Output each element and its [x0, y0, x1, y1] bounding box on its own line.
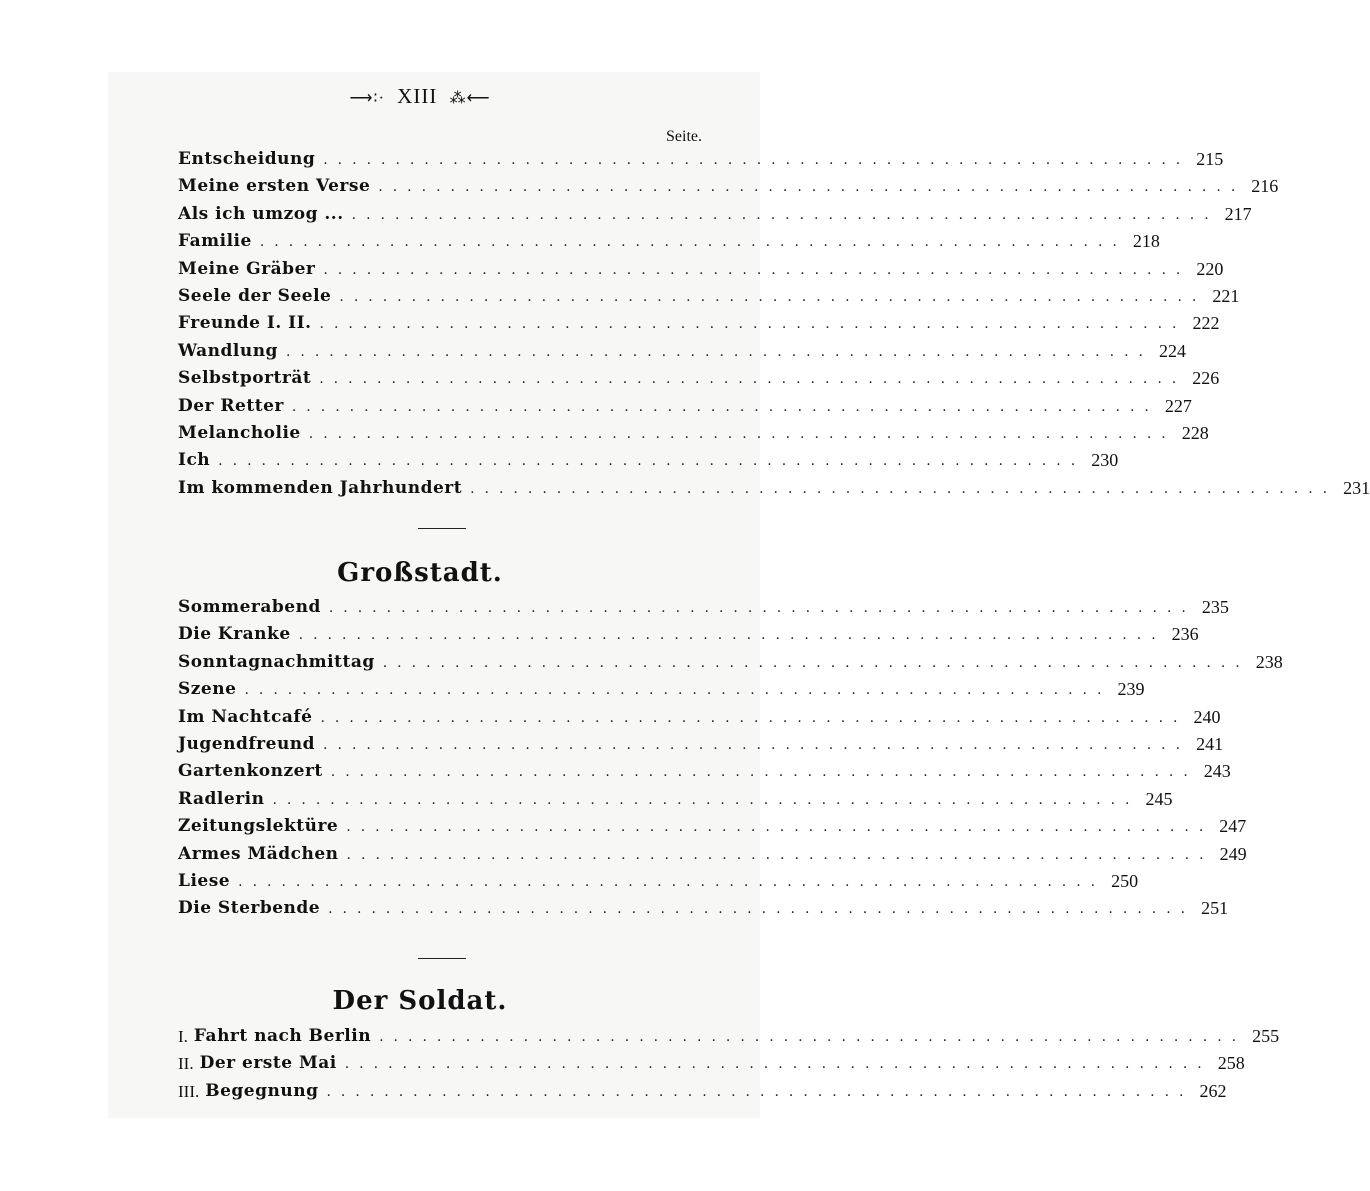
toc-entry: [178, 1023, 1280, 1050]
dot-leader: ............................................................: [378, 179, 1246, 196]
dot-leader: ............................................................: [328, 901, 1196, 918]
ornament-right: ⁂⟵: [449, 90, 491, 107]
toc-entry: [178, 146, 1224, 173]
entry-title: Der erste Mai: [199, 1053, 337, 1074]
entry-title: Begegnung: [205, 1080, 319, 1101]
entry-page-number: 215: [1196, 149, 1224, 169]
entry-page-number: 224: [1158, 340, 1186, 361]
entry-title: Szene: [178, 679, 237, 700]
entry-page-number: 251: [1201, 898, 1229, 919]
entry-page-number: 231: [1343, 477, 1370, 498]
dot-leader: ............................................................: [291, 398, 1159, 415]
dot-leader: ............................................................: [328, 600, 1196, 616]
entry-page-number: 217: [1224, 203, 1252, 224]
dot-leader: ............................................................: [308, 426, 1176, 442]
entry-title: Selbstporträt: [178, 368, 312, 389]
toc-entry: [178, 365, 1220, 392]
dot-leader: ............................................................: [285, 343, 1153, 360]
entry-title: Zeitungslektüre: [178, 816, 339, 837]
toc-entry: [178, 475, 1370, 502]
entry-page-number: 226: [1192, 368, 1220, 389]
entry-title: Im Nachtcafé: [178, 706, 313, 727]
toc-entry: [178, 649, 1283, 676]
section-title-soldat: Der Soldat.: [332, 986, 508, 1016]
toc-entry: [178, 1078, 1227, 1105]
dot-leader: ............................................................: [382, 654, 1250, 671]
dot-leader: ............................................................: [346, 819, 1214, 836]
dot-leader: ............................................................: [339, 289, 1207, 305]
entry-page-number: 236: [1171, 624, 1199, 645]
toc-entry: [178, 256, 1224, 283]
entry-title: Meine Gräber: [178, 258, 316, 279]
toc-entry: [178, 173, 1279, 200]
entry-title: Seele der Seele: [178, 286, 332, 306]
page-number-roman: XIII: [397, 84, 438, 108]
section-divider: [418, 528, 466, 529]
entry-title: Die Sterbende: [178, 898, 321, 919]
toc-entry: [178, 1050, 1245, 1077]
entry-title: Im kommenden Jahrhundert: [178, 477, 463, 498]
seite-label: Seite.: [666, 128, 702, 145]
dot-leader: ............................................................: [259, 234, 1127, 251]
entry-title: Ich: [178, 450, 211, 471]
toc-entry: [178, 786, 1173, 813]
toc-entry: [178, 420, 1209, 447]
toc-entry: [178, 338, 1186, 365]
entry-title: Freunde I. II.: [178, 313, 312, 334]
entry-title: Liese: [178, 871, 231, 891]
entry-page-number: 243: [1203, 761, 1231, 782]
toc-entry: [178, 895, 1229, 922]
dot-leader: ............................................................: [470, 480, 1338, 497]
entry-title: Sonntagnachmittag: [178, 651, 375, 672]
entry-title: Der Retter: [178, 395, 284, 416]
entry-title: Sommerabend: [178, 597, 321, 617]
entry-number: III.: [178, 1081, 200, 1101]
entry-page-number: 240: [1193, 706, 1221, 727]
dot-leader: ............................................................: [344, 1056, 1212, 1073]
page-header: [0, 84, 840, 109]
entry-page-number: 241: [1196, 734, 1224, 754]
dot-leader: ............................................................: [323, 737, 1191, 753]
entry-title: Als ich umzog ...: [178, 203, 344, 224]
entry-page-number: 239: [1117, 679, 1145, 700]
toc-entry: [178, 731, 1224, 758]
dot-leader: ............................................................: [330, 764, 1198, 781]
entry-number: I.: [178, 1027, 188, 1046]
dot-leader: ............................................................: [326, 1083, 1194, 1100]
dot-leader: ............................................................: [244, 682, 1112, 699]
entry-title: Meine ersten Verse: [178, 176, 371, 197]
toc-entry: [178, 704, 1221, 731]
entry-title: Jugendfreund: [178, 734, 316, 754]
entry-page-number: 249: [1219, 843, 1247, 864]
entry-page-number: 220: [1196, 258, 1224, 279]
entry-page-number: 255: [1252, 1026, 1280, 1046]
toc-entry: [178, 841, 1247, 868]
entry-page-number: 262: [1199, 1080, 1227, 1101]
dot-leader: ............................................................: [238, 874, 1106, 890]
toc-entry: [178, 813, 1247, 840]
toc-entry: [178, 621, 1199, 648]
entry-page-number: 247: [1219, 816, 1247, 837]
entry-title: Gartenkonzert: [178, 761, 323, 782]
entry-title: Wandlung: [178, 340, 278, 361]
toc-entry: [178, 393, 1192, 420]
entry-title: Fahrt nach Berlin: [193, 1026, 372, 1046]
toc-entry: [178, 310, 1220, 337]
section-title-grossstadt: Großstadt.: [337, 558, 503, 588]
entry-page-number: 227: [1164, 395, 1192, 416]
entry-page-number: 221: [1212, 286, 1240, 306]
dot-leader: ............................................................: [323, 261, 1191, 278]
entry-title: Entscheidung: [178, 149, 316, 169]
toc-entry: [178, 201, 1252, 228]
dot-leader: ............................................................: [351, 206, 1219, 223]
entry-page-number: 238: [1255, 651, 1283, 672]
toc-entry: [178, 228, 1160, 255]
entry-title: Die Kranke: [178, 624, 291, 645]
dot-leader: ............................................................: [323, 152, 1191, 168]
section-divider: [418, 958, 466, 959]
ornament-left: ⟶∶·: [349, 90, 385, 107]
dot-leader: ............................................................: [319, 316, 1187, 333]
entry-page-number: 250: [1111, 871, 1139, 891]
toc-entry: [178, 868, 1139, 895]
entry-page-number: 245: [1145, 788, 1173, 809]
entry-page-number: 222: [1192, 313, 1220, 334]
toc-entry: [178, 594, 1229, 621]
toc-entry: [178, 447, 1119, 474]
entry-page-number: 228: [1181, 423, 1209, 443]
dot-leader: ............................................................: [218, 453, 1086, 470]
dot-leader: ............................................................: [346, 846, 1214, 863]
entry-title: Radlerin: [178, 788, 265, 809]
toc-entry: [178, 676, 1145, 703]
entry-page-number: 258: [1217, 1053, 1245, 1074]
entry-page-number: 230: [1091, 450, 1119, 471]
entry-number: II.: [178, 1054, 194, 1074]
dot-leader: ............................................................: [298, 627, 1166, 644]
entry-title: Armes Mädchen: [178, 843, 339, 864]
entry-title: Melancholie: [178, 423, 301, 443]
dot-leader: ............................................................: [319, 371, 1187, 388]
entry-page-number: 216: [1251, 176, 1279, 197]
entry-page-number: 218: [1132, 231, 1160, 252]
toc-entry: [178, 283, 1240, 310]
toc-entry: [178, 758, 1231, 785]
dot-leader: ............................................................: [379, 1029, 1247, 1045]
entry-page-number: 235: [1201, 597, 1229, 617]
dot-leader: ............................................................: [272, 791, 1140, 808]
entry-title: Familie: [178, 231, 252, 252]
dot-leader: ............................................................: [320, 709, 1188, 726]
